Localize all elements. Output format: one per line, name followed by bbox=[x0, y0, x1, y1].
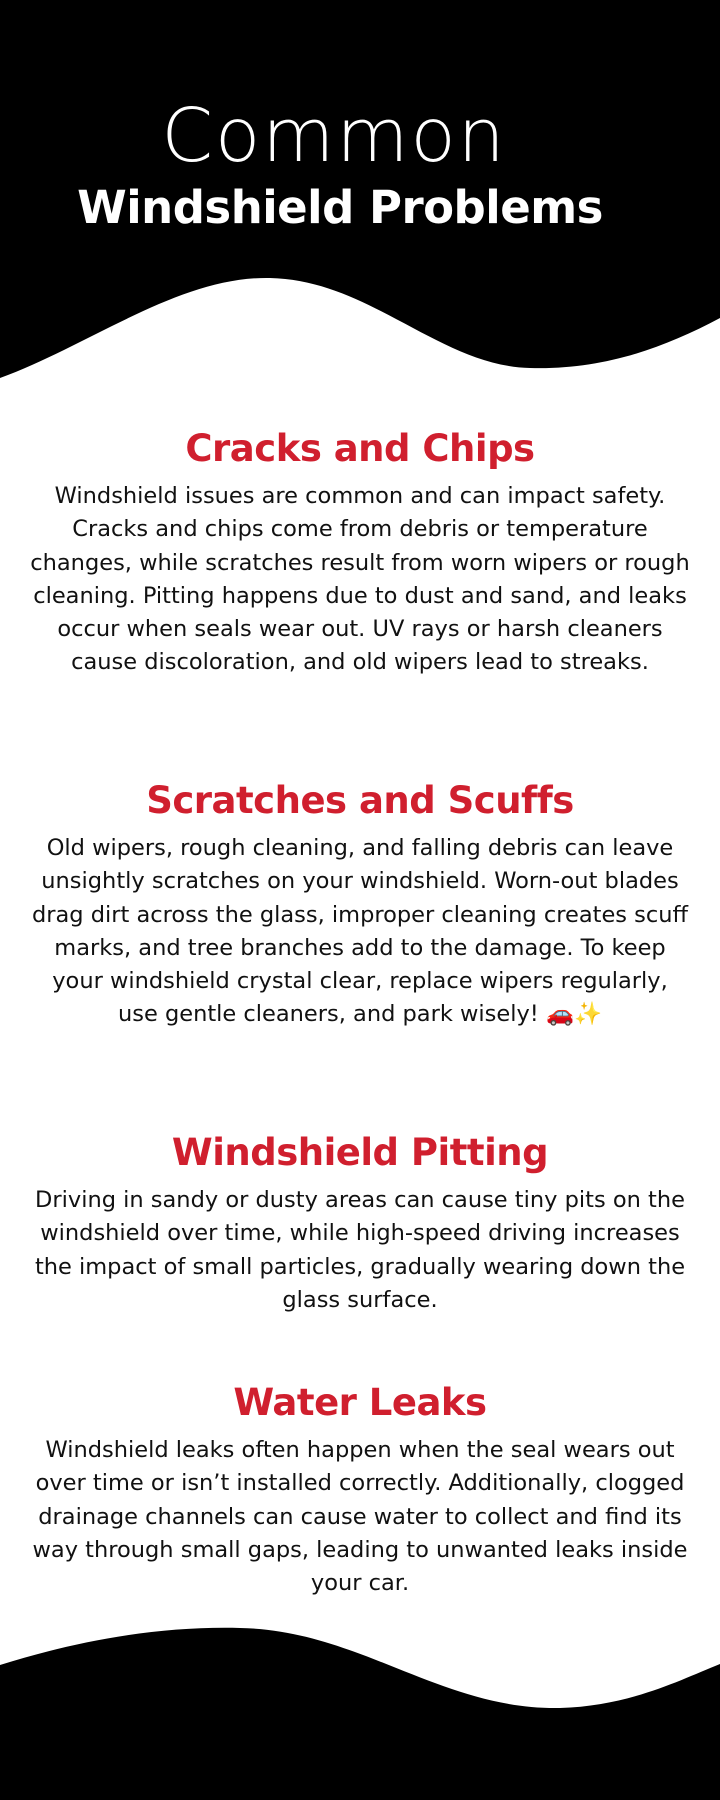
footer-wave-background bbox=[0, 1600, 720, 1800]
section-body-wrapper bbox=[30, 832, 690, 1032]
car-icon: 🚗 bbox=[545, 1001, 574, 1028]
section-scratches-and-scuffs bbox=[30, 776, 690, 1032]
section-heading: Water Leaks bbox=[233, 1381, 487, 1424]
section-body: Windshield leaks often happen when the seal wears out over time or isn’t installed correctly. Additionally, clogged drainage channels can cause water to collect and find its way through small gaps, leading to unwanted leaks inside your car. bbox=[32, 1437, 688, 1597]
section-body: Old wipers, rough cleaning, and falling debris can leave unsightly scratches on your windshield. Worn-out blades drag dirt across the glass, improper cleaning creates scuff marks, and tree branches add to the damage. To keep your windshield crystal clear, replace wipers regularly, use gentle cleaners, and park wisely! bbox=[31, 835, 689, 1028]
section-heading: Scratches and Scuffs bbox=[146, 779, 574, 822]
title-common: Common bbox=[161, 93, 507, 179]
section-body: Windshield issues are common and can impact safety. Cracks and chips come from debris or temperature changes, while scratches result from worn wipers or rough cleaning. Pitting happens due to dust and sand, and leaks occur when seals wear out. UV rays or harsh cleaners cause discoloration, and old wipers lead to streaks. bbox=[30, 483, 690, 676]
section-windshield-pitting bbox=[30, 1128, 690, 1317]
section-heading: Windshield Pitting bbox=[171, 1131, 549, 1174]
section-water-leaks bbox=[30, 1378, 690, 1600]
section-body: Driving in sandy or dusty areas can cause tiny pits on the windshield over time, while high-speed driving increases the impact of small particles, gradually wearing down the glass surface. bbox=[34, 1187, 686, 1313]
section-heading: Cracks and Chips bbox=[185, 427, 535, 470]
sparkles-icon: ✨ bbox=[574, 1001, 603, 1028]
section-cracks-and-chips bbox=[30, 424, 690, 680]
title-windshield-problems: Windshield Problems bbox=[77, 181, 603, 234]
